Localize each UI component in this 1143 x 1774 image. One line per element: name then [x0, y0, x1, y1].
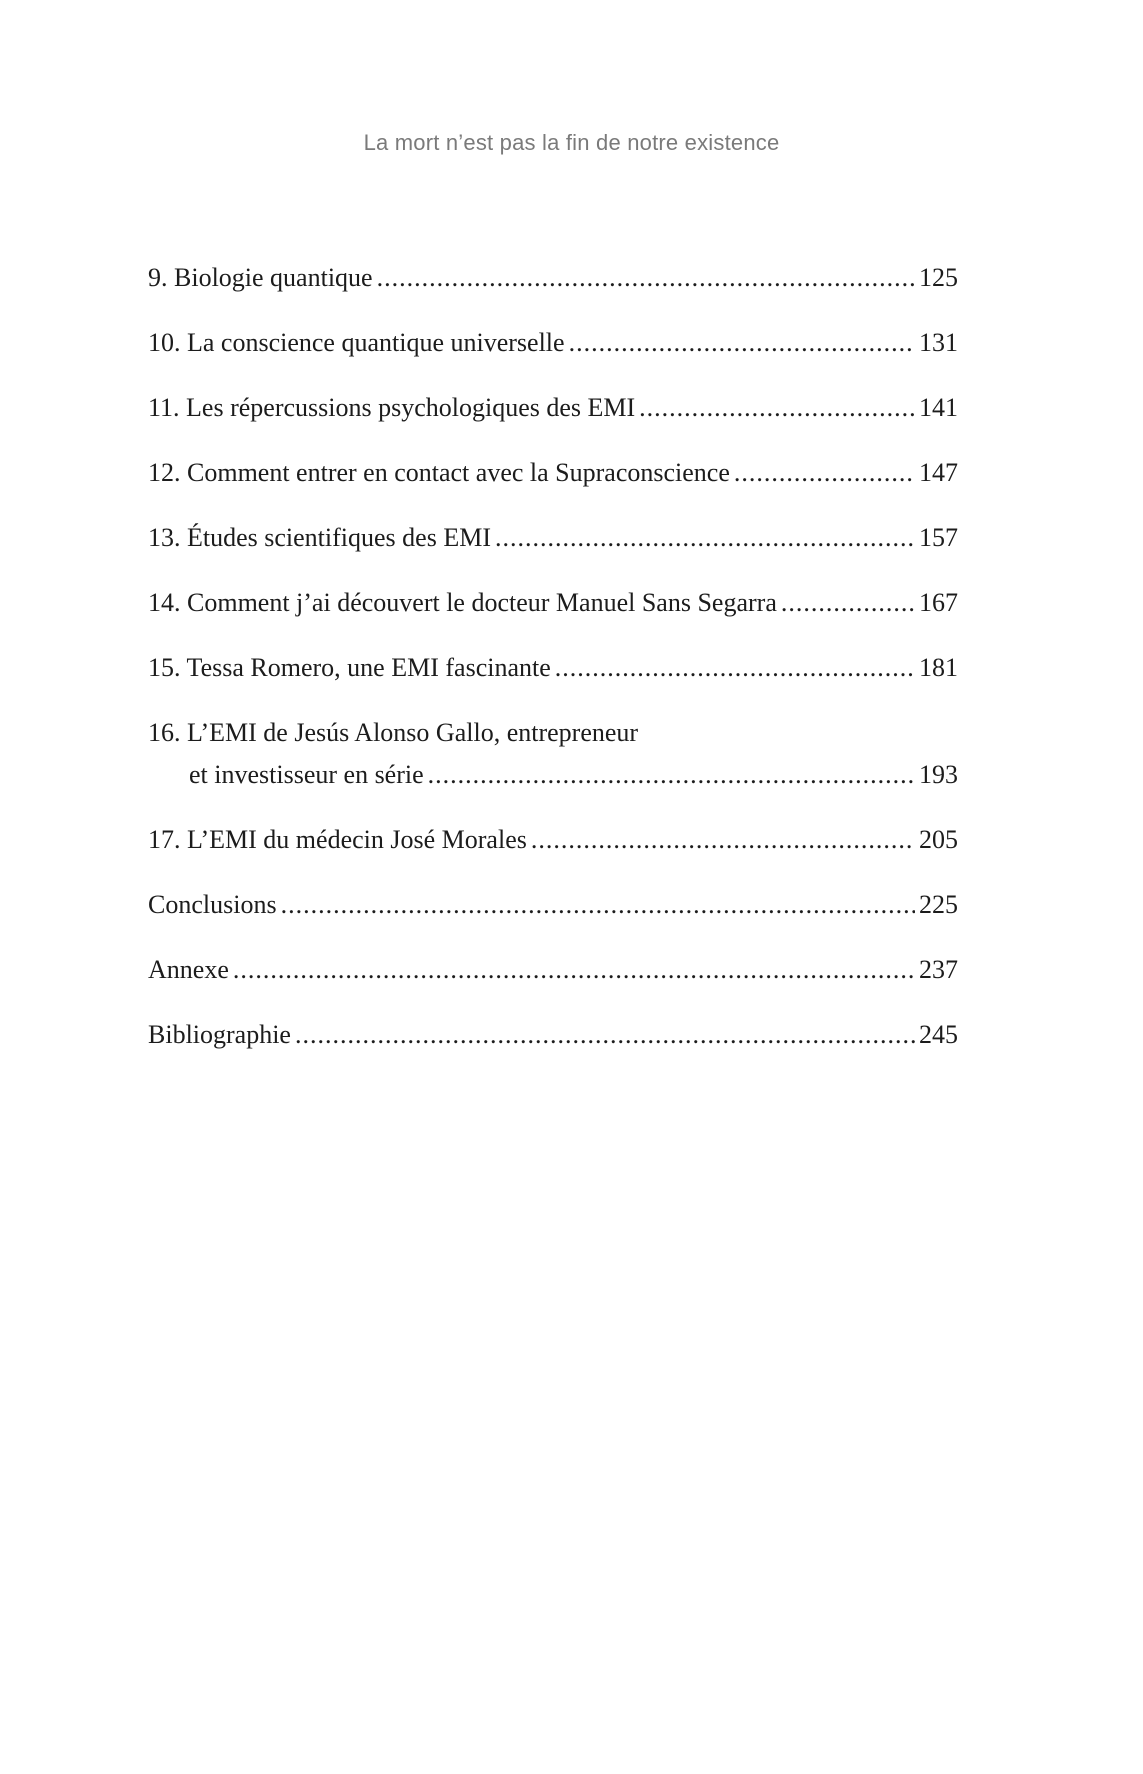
toc-entry-page: 237	[919, 955, 958, 984]
toc-entry-page: 157	[919, 523, 958, 552]
dot-leader	[531, 824, 915, 856]
toc-entry-title: Bibliographie	[148, 1020, 291, 1049]
toc-entry-title: 11. Les répercussions psychologiques des EMI	[148, 393, 636, 422]
dot-leader	[428, 759, 915, 791]
toc-entry-page: 141	[919, 393, 958, 422]
toc-entry[interactable]	[148, 392, 958, 424]
toc-entry[interactable]	[148, 889, 958, 921]
toc-entry-page: 193	[919, 760, 958, 789]
running-head: La mort n’est pas la fin de notre existence	[363, 130, 780, 155]
toc-entry[interactable]	[148, 587, 958, 619]
toc-entry-page: 167	[919, 588, 958, 617]
toc-entry-title: 14. Comment j’ai découvert le docteur Manuel Sans Segarra	[148, 588, 777, 617]
dot-leader	[233, 954, 915, 986]
toc-entry-title: 12. Comment entrer en contact avec la Supraconscience	[148, 458, 730, 487]
dot-leader	[495, 522, 915, 554]
toc-entry-page: 131	[919, 328, 958, 357]
toc-entry-page: 147	[919, 458, 958, 487]
dot-leader	[781, 587, 915, 619]
toc-entry-title: 13. Études scientifiques des EMI	[148, 523, 491, 552]
dot-leader	[734, 457, 915, 489]
dot-leader	[281, 889, 915, 921]
toc-entry-line2	[148, 759, 958, 791]
toc-entry[interactable]	[148, 1019, 958, 1051]
toc-entry-title: 15. Tessa Romero, une EMI fascinante	[148, 653, 551, 682]
toc-entry[interactable]	[148, 652, 958, 684]
toc-entry-title: 10. La conscience quantique universelle	[148, 328, 565, 357]
toc-entry[interactable]	[148, 717, 958, 791]
toc-entry-title-line2: et investisseur en série	[189, 760, 424, 789]
toc-entry-block	[148, 717, 958, 791]
dot-leader	[639, 392, 915, 424]
dot-leader	[569, 327, 915, 359]
toc-entry-page: 125	[919, 263, 958, 292]
dot-leader	[295, 1019, 915, 1051]
dot-leader	[377, 262, 915, 294]
toc-entry[interactable]	[148, 457, 958, 489]
toc-entry-page: 181	[919, 653, 958, 682]
toc-entry[interactable]	[148, 824, 958, 856]
table-of-contents	[148, 262, 958, 1084]
toc-entry-title: Conclusions	[148, 890, 277, 919]
toc-entry[interactable]	[148, 262, 958, 294]
toc-entry-title: 9. Biologie quantique	[148, 263, 373, 292]
toc-entry-title: Annexe	[148, 955, 229, 984]
toc-entry-page: 225	[919, 890, 958, 919]
dot-leader	[555, 652, 915, 684]
toc-entry-title: 17. L’EMI du médecin José Morales	[148, 825, 527, 854]
toc-entry-page: 245	[919, 1020, 958, 1049]
toc-entry-title-line1: 16. L’EMI de Jesús Alonso Gallo, entrepreneur	[148, 718, 639, 747]
toc-entry[interactable]	[148, 522, 958, 554]
toc-entry[interactable]	[148, 954, 958, 986]
toc-entry[interactable]	[148, 327, 958, 359]
toc-entry-page: 205	[919, 825, 958, 854]
